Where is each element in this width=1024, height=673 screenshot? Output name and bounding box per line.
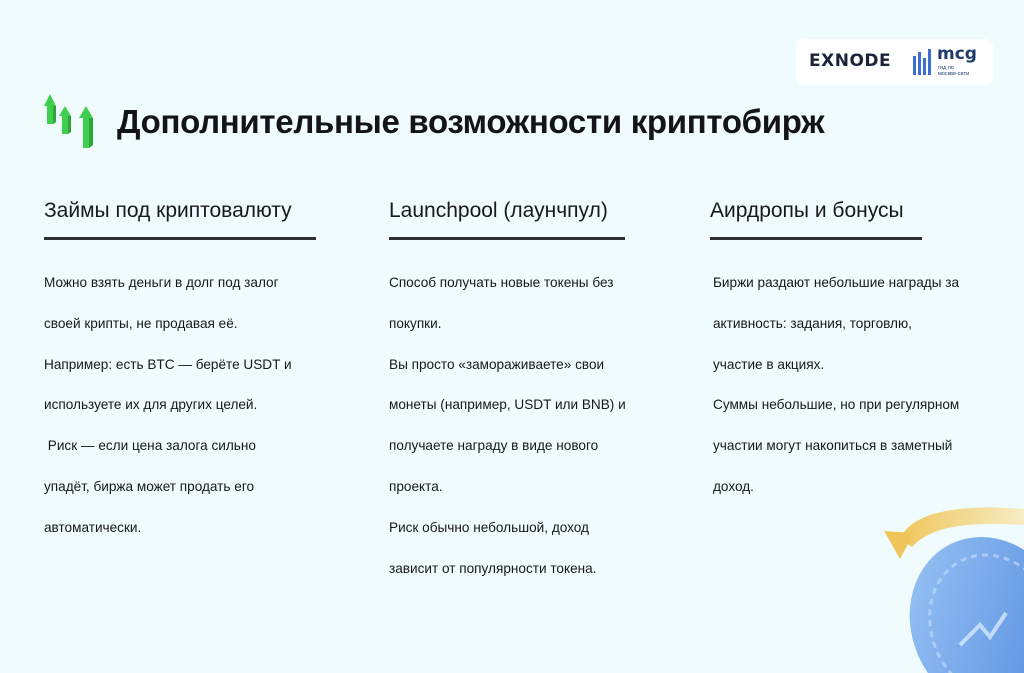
text-line: Вы просто «замораживаете» свои (389, 356, 605, 372)
column-launchpool (389, 197, 626, 589)
partner-logos (796, 39, 993, 85)
column-heading: Аирдропы и бонусы (710, 199, 904, 222)
exnode-logo: EXNODE (809, 51, 892, 71)
text-line: Можно взять деньги в долг под залог (44, 275, 279, 290)
text-line: проекта. (389, 478, 443, 494)
text-line: участие в акциях. (713, 356, 825, 372)
text-line: Суммы небольшие, но при регулярном (713, 397, 960, 413)
heading-divider (44, 237, 316, 240)
text-line: покупки. (389, 315, 442, 331)
column-heading: Launchpool (лаунчпул) (389, 199, 608, 222)
text-line: доход. (713, 478, 754, 494)
mcg-logo-subtitle: гид по москве-сити (938, 65, 970, 77)
text-line: упадёт, биржа может продать его (44, 478, 255, 494)
heading-divider (710, 237, 922, 240)
heading-divider (389, 237, 625, 240)
column-text (710, 263, 959, 508)
text-line: Риск — если цена залога сильно (44, 438, 256, 454)
mcg-logo-icon (912, 48, 934, 76)
column-text (389, 263, 626, 589)
text-line: Например: есть BTC — берёте USDT и (44, 356, 292, 372)
text-line: Способ получать новые токены без (389, 275, 614, 290)
mcg-logo-text: mcg (937, 44, 977, 64)
text-line: получаете награду в виде нового (389, 438, 599, 454)
text-line: Биржи раздают небольшие награды за (713, 275, 960, 290)
text-line: автоматически. (44, 519, 142, 535)
text-line: активность: задания, торговлю, (713, 315, 912, 331)
text-line: монеты (например, USDT или BNB) и (389, 397, 626, 413)
column-heading: Займы под криптовалюту (44, 199, 292, 222)
coin-with-arrow-icon (870, 495, 1024, 673)
column-text (44, 263, 316, 549)
text-line: зависит от популярности токена. (389, 560, 597, 576)
text-line: Риск обычно небольшой, доход (389, 519, 589, 535)
column-loans (44, 197, 316, 549)
text-line: используете их для других целей. (44, 397, 258, 413)
column-airdrops (710, 197, 959, 508)
page-title: Дополнительные возможности криптобирж (117, 103, 825, 140)
text-line: участии могут накопиться в заметный (713, 438, 953, 454)
text-line: своей крипты, не продавая её. (44, 315, 238, 331)
green-growth-arrows-icon (42, 92, 98, 150)
